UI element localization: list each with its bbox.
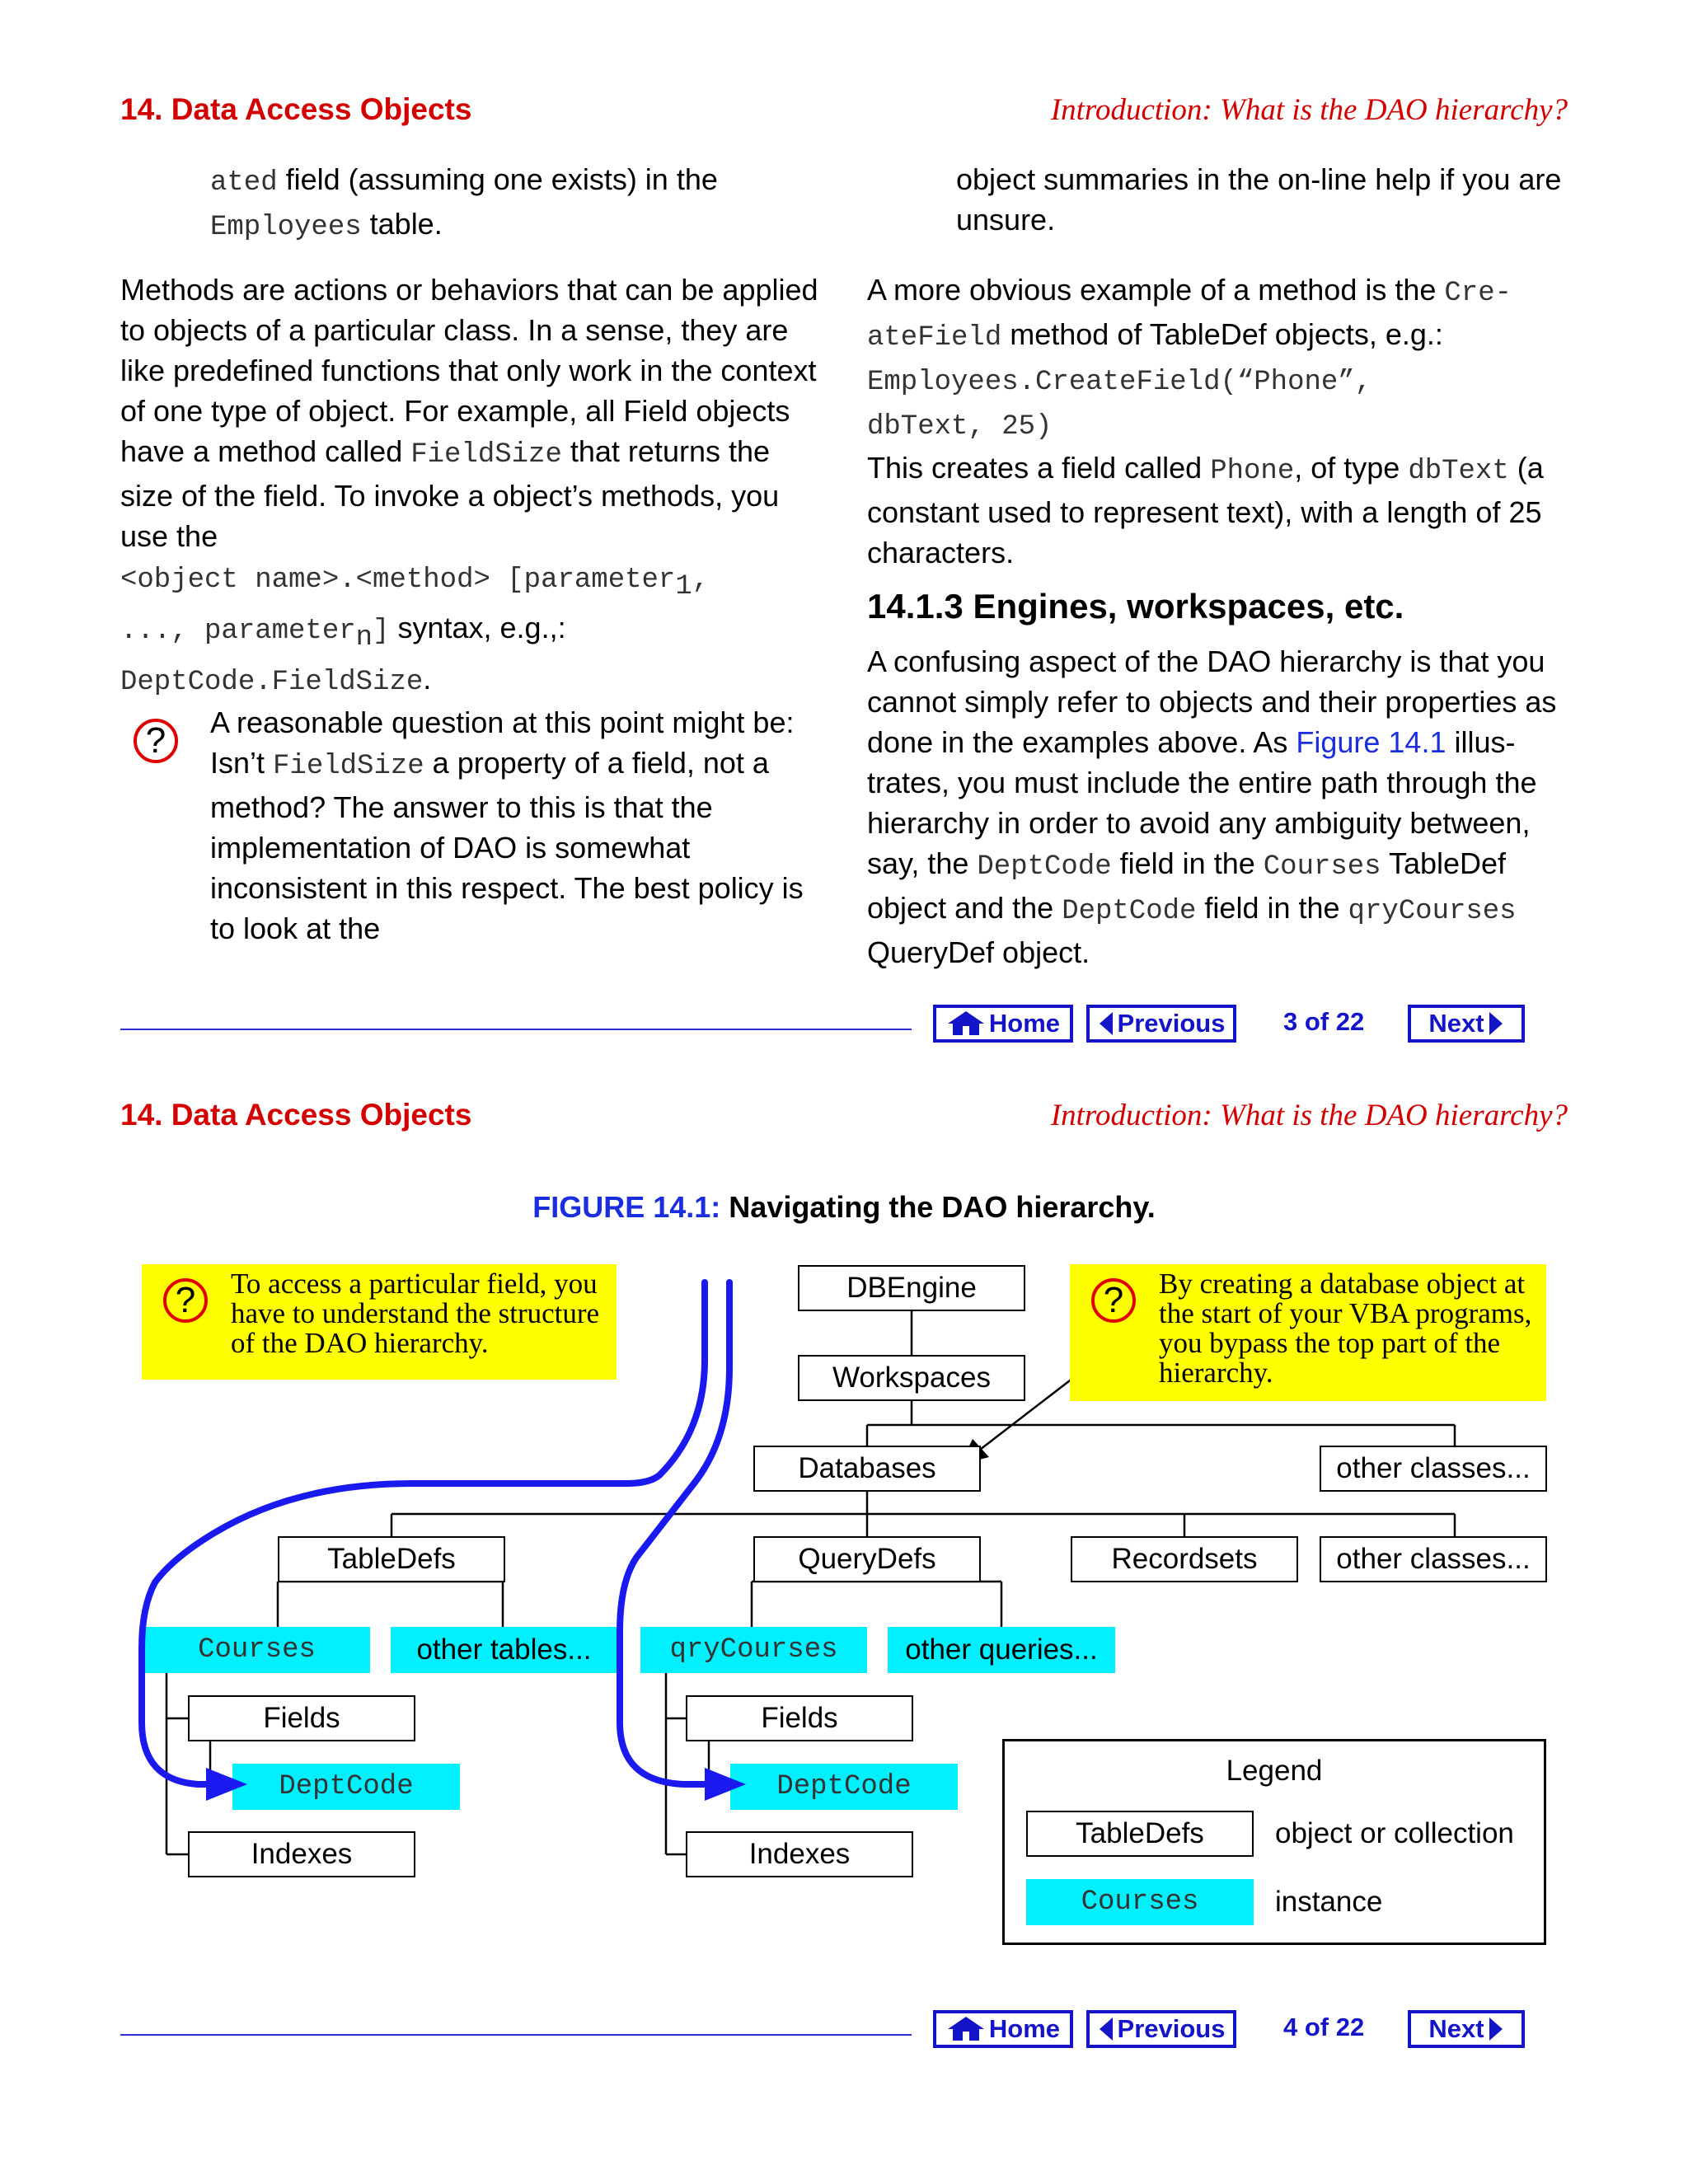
note-left-text: To access a particular field, you have to understand the structure of the DAO hierarchy. [231, 1268, 600, 1359]
code-bracket: ] [373, 616, 390, 648]
node-indexes: Indexes [686, 1831, 913, 1877]
section-heading: 14.1.3 Engines, workspaces, etc. [867, 587, 1404, 626]
text: QueryDef object. [867, 935, 1090, 969]
code-deptcode: DeptCode [977, 851, 1112, 883]
node-fields: Fields [188, 1695, 415, 1741]
page-header-section: Introduction: What is the DAO hierarchy? [1050, 93, 1568, 127]
legend-instance-desc: instance [1275, 1886, 1383, 1918]
code-comma: , [692, 565, 710, 596]
node-fields: Fields [686, 1695, 913, 1741]
text: syntax, e.g.,: [389, 611, 566, 645]
question-mark-icon: ? [1091, 1278, 1136, 1323]
previous-label: Previous [1117, 1009, 1226, 1038]
text: field (assuming one exists) in the [277, 162, 718, 196]
code-fieldsize-note: FieldSize [273, 751, 424, 782]
arrowhead-1 [206, 1768, 247, 1801]
legend-title: Legend [1226, 1755, 1323, 1787]
text: field in the [1111, 846, 1264, 880]
code-phone: Phone [1210, 456, 1295, 487]
question-mark-icon: ? [134, 719, 178, 763]
code-createfield-1: Employees.CreateField(“Phone”, [867, 367, 1372, 398]
text: . [423, 662, 432, 696]
text: This creates a field called [867, 451, 1211, 485]
next-button[interactable] [1408, 2010, 1525, 2048]
code-courses: Courses [1263, 851, 1381, 883]
text: that returns the size of the field. To invoke a object’s methods, you use the [120, 434, 780, 553]
code-deptcode-fieldsize: DeptCode.FieldSize [120, 667, 424, 699]
text: field in the [1196, 891, 1348, 925]
node-tabledefs: TableDefs [278, 1536, 505, 1582]
page-header-section: Introduction: What is the DAO hierarchy? [1050, 1099, 1568, 1132]
node-other-classes: other classes... [1320, 1536, 1547, 1582]
page-number: 4 of 22 [1283, 2013, 1365, 2041]
code-deptcode-2: DeptCode [1062, 896, 1197, 927]
legend-object-desc: object or collection [1275, 1817, 1514, 1849]
legend-box [1002, 1739, 1546, 1945]
code-ated: ated [210, 167, 278, 199]
note-right-text: By creating a database object at the start of your VBA programs, you bypass the top part of the hierarchy. [1159, 1268, 1532, 1389]
code-fieldsize: FieldSize [410, 439, 562, 471]
previous-button[interactable] [1086, 2010, 1236, 2048]
node-dbengine: DBEngine [798, 1265, 1025, 1311]
next-label: Next [1428, 2014, 1484, 2043]
figure-label: FIGURE 14.1: [532, 1190, 721, 1224]
text: illus- trates, you must include the entire path through the hierarchy in order to avoid any ambiguity between, say, the [867, 725, 1537, 880]
home-icon [946, 2016, 986, 2042]
home-button[interactable] [933, 2010, 1073, 2048]
node-courses: Courses [143, 1627, 370, 1673]
node-databases: Databases [753, 1446, 981, 1492]
text: TableDef object and the [867, 846, 1507, 925]
code-syntax-1: <object name>.<method> [parameter [120, 565, 676, 596]
figure-link[interactable]: Figure 14.1 [1296, 725, 1447, 759]
code-dbtext: dbText [1408, 456, 1509, 487]
node-indexes: Indexes [188, 1831, 415, 1877]
code-createfield-2: dbText, 25) [867, 411, 1053, 443]
text: method of TableDef objects, e.g.: [1001, 317, 1443, 351]
next-label: Next [1428, 1009, 1484, 1038]
previous-label: Previous [1117, 2014, 1226, 2043]
path-to-qrycourses-deptcode [620, 1282, 729, 1784]
text: A more obvious example of a method is the [867, 273, 1445, 307]
home-label: Home [988, 2014, 1061, 2043]
node-querydefs: QueryDefs [753, 1536, 981, 1582]
node-other-classes: other classes... [1320, 1446, 1547, 1492]
code-qrycourses: qryCourses [1348, 896, 1517, 927]
text: (a constant used to represent text), with a length of 25 characters. [867, 451, 1544, 569]
legend-object-sample: TableDefs [1026, 1811, 1254, 1857]
text: table. [361, 207, 443, 241]
footer-rule [120, 2034, 912, 2036]
code-cre: Cre- [1444, 278, 1512, 309]
figure-title: Navigating the DAO hierarchy. [720, 1190, 1156, 1224]
code-employees: Employees [210, 212, 362, 243]
question-mark-icon: ? [163, 1278, 208, 1323]
text: A reasonable question at this point might be: Isn’t [210, 705, 795, 780]
node-qrycourses: qryCourses [640, 1627, 867, 1673]
node-deptcode: DeptCode [730, 1764, 958, 1810]
left-arrow-icon [1098, 2017, 1114, 2041]
right-arrow-icon [1488, 2017, 1504, 2041]
page-header-chapter: 14. Data Access Objects [120, 92, 472, 126]
code-syntax-2: ..., parameter [120, 616, 356, 648]
home-label: Home [988, 1009, 1061, 1038]
text: Methods are actions or behaviors that can be applied to objects of a particular class. In a sense, they are like predefined functions that only work in the context of one type of object. For example, all Field objects have a method called [120, 273, 818, 468]
page-number: 3 of 22 [1283, 1007, 1365, 1036]
right-top-text: object summaries in the on-line help if you are unsure. [956, 162, 1562, 237]
subscript-1: 1 [675, 571, 692, 603]
node-other-queries: other queries... [888, 1627, 1115, 1673]
node-recordsets: Recordsets [1071, 1536, 1298, 1582]
subscript-n: n [355, 622, 373, 654]
text: , of type [1294, 451, 1409, 485]
node-workspaces: Workspaces [798, 1355, 1025, 1401]
code-atefield: ateField [867, 322, 1002, 354]
node-deptcode: DeptCode [232, 1764, 460, 1810]
legend-instance-sample: Courses [1026, 1879, 1254, 1925]
arrowhead-2 [705, 1768, 746, 1801]
text: A confusing aspect of the DAO hierarchy is that you cannot simply refer to objects and their properties as done in the examples above. As [867, 644, 1557, 759]
text: a property of a field, not a method? The answer to this is that the implementation of DAO is somewhat inconsistent in this respect. The best policy is to look at the [210, 746, 804, 945]
node-other-tables: other tables... [391, 1627, 617, 1673]
page-header-chapter: 14. Data Access Objects [120, 1098, 472, 1132]
